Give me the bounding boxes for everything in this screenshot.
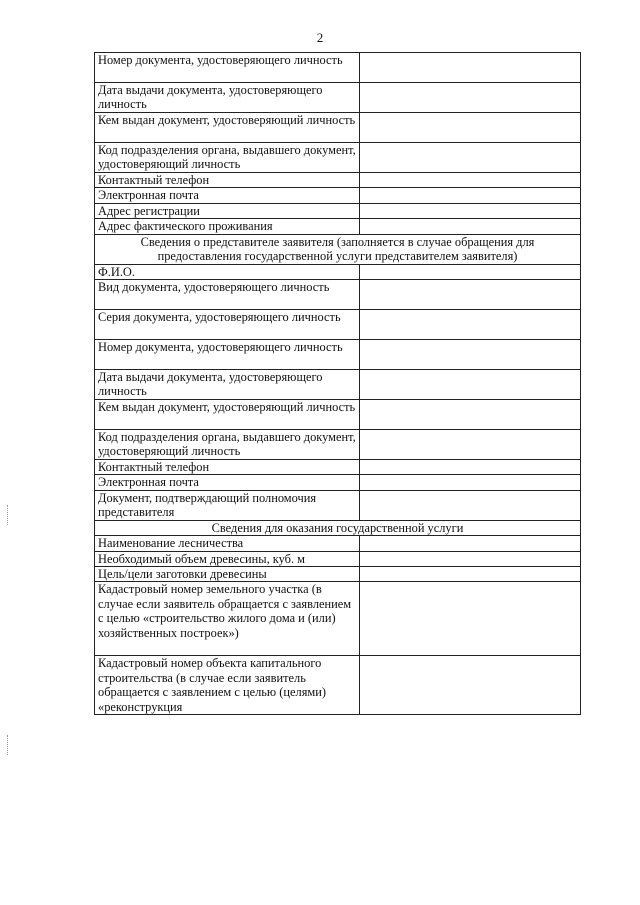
field-label: Код подразделения органа, выдавшего документ, удостоверяющий личность (95, 430, 360, 460)
form-row (95, 219, 581, 234)
field-value[interactable] (360, 264, 581, 279)
field-label: Кадастровый номер земельного участка (в случае если заявитель обращается с заявлением с целью «строительство жилого дома и (или) хозяйственных построек») (95, 582, 360, 656)
field-label: Кем выдан документ, удостоверяющий личность (95, 400, 360, 430)
field-label: Контактный телефон (95, 460, 360, 475)
field-label: Документ, подтверждающий полномочия представителя (95, 490, 360, 520)
form-row (95, 400, 581, 430)
field-value[interactable] (360, 370, 581, 400)
field-label: Контактный телефон (95, 173, 360, 188)
section-title: Сведения для оказания государственной услуги (95, 520, 581, 535)
field-label: Дата выдачи документа, удостоверяющего личность (95, 370, 360, 400)
field-label: Номер документа, удостоверяющего личность (95, 53, 360, 83)
field-value[interactable] (360, 188, 581, 203)
field-value[interactable] (360, 430, 581, 460)
margin-mark (7, 505, 12, 525)
form-row (95, 475, 581, 490)
field-value[interactable] (360, 53, 581, 83)
form-row (95, 83, 581, 113)
field-label: Кем выдан документ, удостоверяющий личность (95, 113, 360, 143)
service-section-header (95, 520, 581, 535)
field-label: Адрес регистрации (95, 203, 360, 218)
field-value[interactable] (360, 656, 581, 715)
form-row (95, 143, 581, 173)
field-label: Дата выдачи документа, удостоверяющего личность (95, 83, 360, 113)
field-value[interactable] (360, 475, 581, 490)
field-label: Цель/цели заготовки древесины (95, 567, 360, 582)
field-label: Серия документа, удостоверяющего личность (95, 310, 360, 340)
form-row (95, 310, 581, 340)
form-row (95, 430, 581, 460)
representative-section-header (95, 234, 581, 264)
form-row (95, 460, 581, 475)
field-value[interactable] (360, 490, 581, 520)
form-row (95, 656, 581, 715)
form-row (95, 582, 581, 656)
section-title: Сведения о представителе заявителя (заполняется в случае обращения для предоставления государственной услуги представителем заявителя) (95, 234, 581, 264)
field-value[interactable] (360, 460, 581, 475)
form-row (95, 264, 581, 279)
field-label: Адрес фактического проживания (95, 219, 360, 234)
field-label: Необходимый объем древесины, куб. м (95, 551, 360, 566)
page-number: 2 (316, 30, 324, 45)
form-row (95, 340, 581, 370)
field-value[interactable] (360, 203, 581, 218)
field-label: Код подразделения органа, выдавшего документ, удостоверяющий личность (95, 143, 360, 173)
field-value[interactable] (360, 551, 581, 566)
form-body (95, 53, 581, 715)
field-label: Вид документа, удостоверяющего личность (95, 280, 360, 310)
field-label: Номер документа, удостоверяющего личность (95, 340, 360, 370)
form-row (95, 113, 581, 143)
field-value[interactable] (360, 400, 581, 430)
form-row (95, 536, 581, 551)
field-label: Наименование лесничества (95, 536, 360, 551)
field-label: Ф.И.О. (95, 264, 360, 279)
field-value[interactable] (360, 310, 581, 340)
field-value[interactable] (360, 219, 581, 234)
form-row (95, 203, 581, 218)
form-row (95, 567, 581, 582)
application-form-table (94, 52, 581, 715)
form-row (95, 188, 581, 203)
form-row (95, 53, 581, 83)
field-value[interactable] (360, 173, 581, 188)
field-label: Кадастровый номер объекта капитального строительства (в случае если заявитель обращается с заявлением с целью (целями) «реконструкция (95, 656, 360, 715)
field-value[interactable] (360, 280, 581, 310)
field-label: Электронная почта (95, 188, 360, 203)
form-row (95, 551, 581, 566)
margin-mark (7, 735, 12, 755)
field-value[interactable] (360, 143, 581, 173)
form-row (95, 490, 581, 520)
field-value[interactable] (360, 340, 581, 370)
form-row (95, 370, 581, 400)
field-value[interactable] (360, 113, 581, 143)
form-row (95, 173, 581, 188)
field-label: Электронная почта (95, 475, 360, 490)
field-value[interactable] (360, 536, 581, 551)
field-value[interactable] (360, 83, 581, 113)
form-row (95, 280, 581, 310)
field-value[interactable] (360, 567, 581, 582)
field-value[interactable] (360, 582, 581, 656)
